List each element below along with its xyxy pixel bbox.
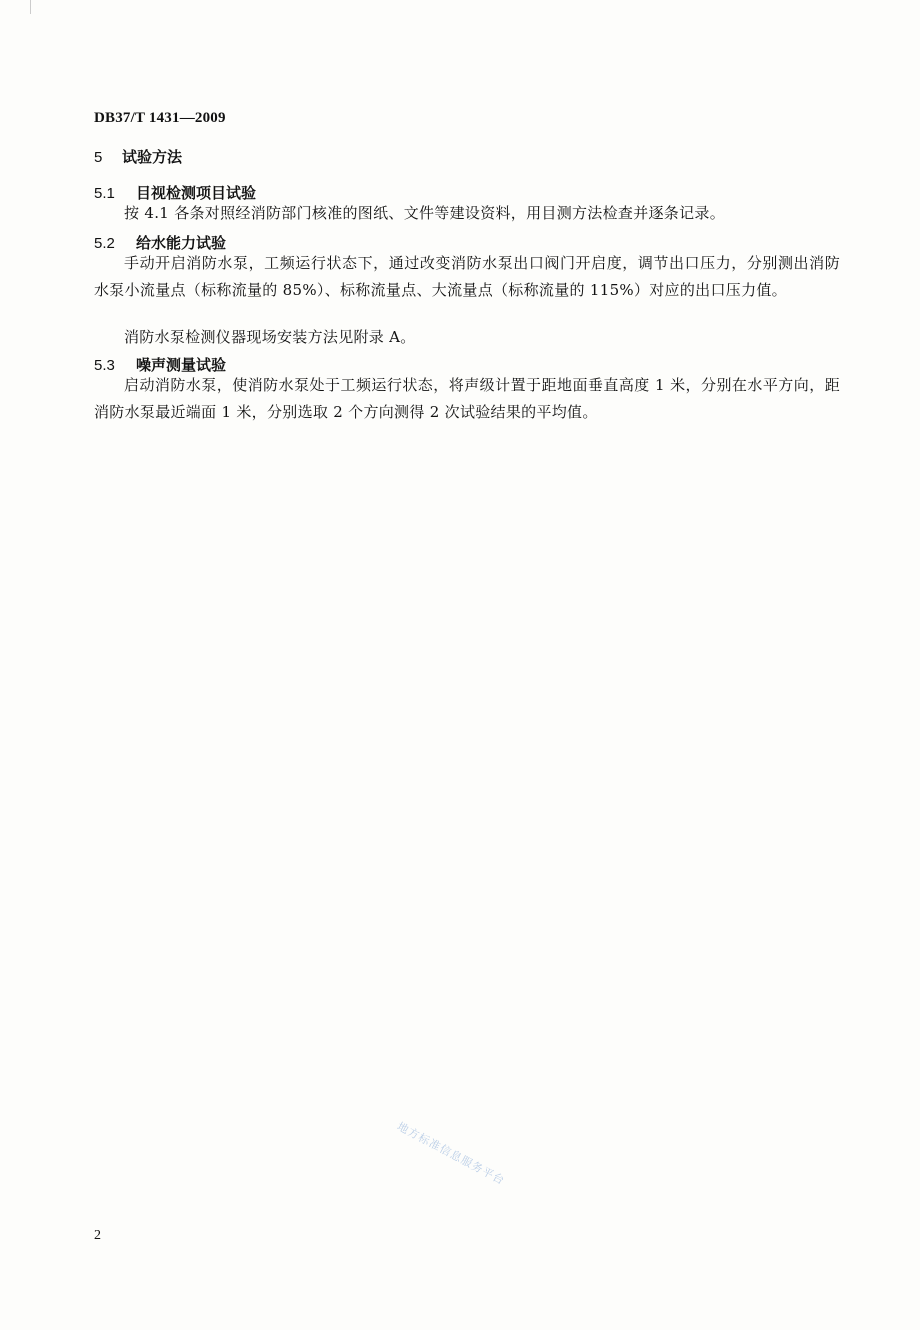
section-5-3-paragraph: 启动消防水泵，使消防水泵处于工频运行状态，将声级计置于距地面垂直高度 1 米，分别在水平方向，距消防水泵最近端面 1 米，分别选取 2 个方向测得 2 次试验结果的平均值。 [94, 376, 840, 421]
section-5-1-paragraph: 按 4.1 各条对照经消防部门核准的图纸、文件等建设资料，用目测方法检查并逐条记录。 [124, 204, 725, 222]
section-5-3-title: 噪声测量试验 [136, 356, 227, 374]
scan-corner-mark [30, 0, 31, 14]
page-number: 2 [94, 1228, 101, 1243]
section-5-2-title: 给水能力试验 [136, 234, 227, 252]
section-5-number: 5 [94, 149, 103, 166]
watermark: 地方标准信息服务平台 [394, 1119, 508, 1188]
section-5-2-number: 5.2 [94, 235, 115, 252]
section-5-1-title: 目视检测项目试验 [136, 184, 257, 202]
section-5-2-paragraph-2: 消防水泵检测仪器现场安装方法见附录 A。 [124, 328, 416, 346]
section-5-3-number: 5.3 [94, 357, 115, 374]
standard-code: DB37/T 1431—2009 [94, 110, 226, 126]
section-5-2-paragraph-1: 手动开启消防水泵，工频运行状态下，通过改变消防水泵出口阀门开启度，调节出口压力，分别测出消防水泵小流量点（标称流量的 85%）、标称流量点、大流量点（标称流量的 115%）对应的出口压力值。 [94, 254, 840, 299]
section-5-1-number: 5.1 [94, 185, 115, 202]
section-5-title: 试验方法 [122, 148, 183, 166]
section-5-heading [94, 146, 182, 167]
